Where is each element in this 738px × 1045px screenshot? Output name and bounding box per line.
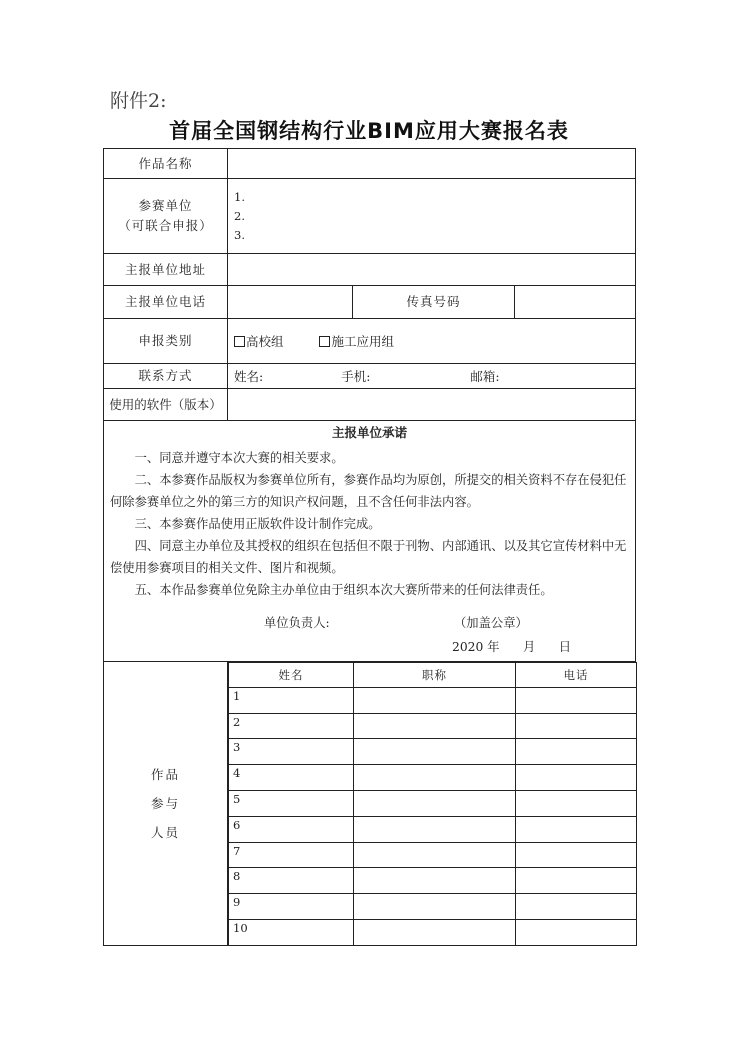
entry-unit-input[interactable] bbox=[228, 179, 636, 254]
member-name-cell[interactable]: 7 bbox=[229, 842, 354, 868]
option-construction-label: 施工应用组 bbox=[331, 334, 394, 349]
unit-item-3: 3. bbox=[234, 227, 245, 242]
form-title: 首届全国钢结构行业BIM应用大赛报名表 bbox=[169, 119, 569, 143]
option-university-label: 高校组 bbox=[246, 334, 284, 349]
checkbox-icon[interactable] bbox=[319, 336, 330, 347]
entry-unit-label bbox=[104, 179, 228, 254]
signer-label: 单位负责人: bbox=[264, 616, 330, 630]
member-title-cell[interactable] bbox=[354, 868, 516, 894]
member-name-cell[interactable]: 6 bbox=[229, 816, 354, 842]
category-label: 申报类别 bbox=[104, 319, 228, 364]
row-address bbox=[104, 254, 636, 286]
member-phone-cell[interactable] bbox=[516, 765, 637, 791]
member-title-cell[interactable] bbox=[354, 919, 516, 945]
entry-unit-title: 参赛单位 bbox=[138, 198, 193, 213]
member-name-cell[interactable]: 4 bbox=[229, 765, 354, 791]
member-title-cell[interactable] bbox=[354, 894, 516, 920]
fax-label: 传真号码 bbox=[353, 286, 515, 319]
unit-item-2: 2. bbox=[234, 208, 245, 223]
members-table-cell bbox=[228, 662, 636, 946]
member-title-cell[interactable] bbox=[354, 713, 516, 739]
members-header-row bbox=[229, 663, 637, 688]
software-input[interactable] bbox=[228, 389, 636, 421]
member-row bbox=[229, 842, 637, 868]
members-label-line-3: 人员 bbox=[150, 825, 180, 841]
member-row bbox=[229, 765, 637, 791]
member-phone-cell[interactable] bbox=[516, 713, 637, 739]
member-title-cell[interactable] bbox=[354, 765, 516, 791]
contact-name-label: 姓名: bbox=[234, 369, 264, 384]
commitment-item-2: 二、本参赛作品版权为参赛单位所有，参赛作品均为原创，所提交的相关资料不存在侵犯任何除参赛单位之外的第三方的知识产权问题，且不含任何非法内容。 bbox=[110, 473, 627, 509]
attachment-label: 附件2: bbox=[110, 90, 167, 112]
member-title-cell[interactable] bbox=[354, 790, 516, 816]
row-work-name bbox=[104, 149, 636, 179]
header-title: 职称 bbox=[354, 663, 516, 688]
member-phone-cell[interactable] bbox=[516, 868, 637, 894]
member-name-cell[interactable]: 10 bbox=[229, 919, 354, 945]
entry-unit-note: （可联合申报） bbox=[118, 218, 213, 233]
member-name-cell[interactable]: 1 bbox=[229, 687, 354, 713]
member-row bbox=[229, 790, 637, 816]
member-name-cell[interactable]: 3 bbox=[229, 739, 354, 765]
members-label-line-2: 参与 bbox=[150, 796, 180, 812]
member-name-cell[interactable]: 9 bbox=[229, 894, 354, 920]
member-phone-cell[interactable] bbox=[516, 739, 637, 765]
unit-item-1: 1. bbox=[234, 189, 245, 204]
option-university[interactable] bbox=[234, 334, 284, 349]
contact-fields[interactable] bbox=[228, 364, 636, 389]
row-entry-unit bbox=[104, 179, 636, 254]
row-software bbox=[104, 389, 636, 421]
member-row bbox=[229, 739, 637, 765]
member-row bbox=[229, 868, 637, 894]
row-members bbox=[104, 662, 636, 946]
member-row bbox=[229, 894, 637, 920]
registration-form bbox=[103, 148, 636, 946]
row-category bbox=[104, 319, 636, 364]
members-table bbox=[228, 662, 637, 946]
seal-label: （加盖公章） bbox=[454, 616, 528, 630]
software-label: 使用的软件（版本） bbox=[104, 389, 228, 421]
commitment-section bbox=[104, 421, 636, 662]
work-name-input[interactable] bbox=[228, 149, 636, 179]
member-title-cell[interactable] bbox=[354, 739, 516, 765]
checkbox-icon[interactable] bbox=[234, 336, 245, 347]
member-phone-cell[interactable] bbox=[516, 919, 637, 945]
option-construction[interactable] bbox=[319, 334, 394, 349]
member-phone-cell[interactable] bbox=[516, 687, 637, 713]
member-title-cell[interactable] bbox=[354, 842, 516, 868]
phone-input[interactable] bbox=[228, 286, 353, 319]
members-label-line-1: 作品 bbox=[150, 767, 180, 783]
members-label bbox=[104, 662, 228, 946]
date-label: 2020 年 月 日 bbox=[452, 640, 572, 654]
member-phone-cell[interactable] bbox=[516, 790, 637, 816]
member-phone-cell[interactable] bbox=[516, 894, 637, 920]
commitment-item-4: 四、同意主办单位及其授权的组织在包括但不限于刊物、内部通讯、以及其它宣传材料中无偿使用参赛项目的相关文件、图片和视频。 bbox=[110, 539, 627, 575]
header-phone: 电话 bbox=[516, 663, 637, 688]
member-row bbox=[229, 919, 637, 945]
member-name-cell[interactable]: 8 bbox=[229, 868, 354, 894]
member-row bbox=[229, 687, 637, 713]
member-row bbox=[229, 713, 637, 739]
contact-label: 联系方式 bbox=[104, 364, 228, 389]
work-name-label: 作品名称 bbox=[104, 149, 228, 179]
commitment-item-5: 五、本作品参赛单位免除主办单位由于组织本次大赛所带来的任何法律责任。 bbox=[134, 583, 553, 597]
row-phone-fax bbox=[104, 286, 636, 319]
category-options bbox=[228, 319, 636, 364]
contact-email-label: 邮箱: bbox=[470, 369, 500, 384]
member-phone-cell[interactable] bbox=[516, 816, 637, 842]
member-phone-cell[interactable] bbox=[516, 842, 637, 868]
member-title-cell[interactable] bbox=[354, 816, 516, 842]
commitment-item-1: 一、同意并遵守本次大赛的相关要求。 bbox=[134, 451, 344, 465]
commitment-item-3: 三、本参赛作品使用正版软件设计制作完成。 bbox=[134, 517, 381, 531]
row-commitment bbox=[104, 421, 636, 662]
commitment-title: 主报单位承诺 bbox=[332, 425, 408, 440]
member-row bbox=[229, 816, 637, 842]
member-name-cell[interactable]: 2 bbox=[229, 713, 354, 739]
signature-area bbox=[104, 609, 635, 655]
contact-mobile-label: 手机: bbox=[341, 369, 371, 384]
phone-label: 主报单位电话 bbox=[104, 286, 228, 319]
header-name: 姓名 bbox=[229, 663, 354, 688]
fax-input[interactable] bbox=[515, 286, 636, 319]
member-name-cell[interactable]: 5 bbox=[229, 790, 354, 816]
address-input[interactable] bbox=[228, 254, 636, 286]
row-contact bbox=[104, 364, 636, 389]
address-label: 主报单位地址 bbox=[104, 254, 228, 286]
member-title-cell[interactable] bbox=[354, 687, 516, 713]
